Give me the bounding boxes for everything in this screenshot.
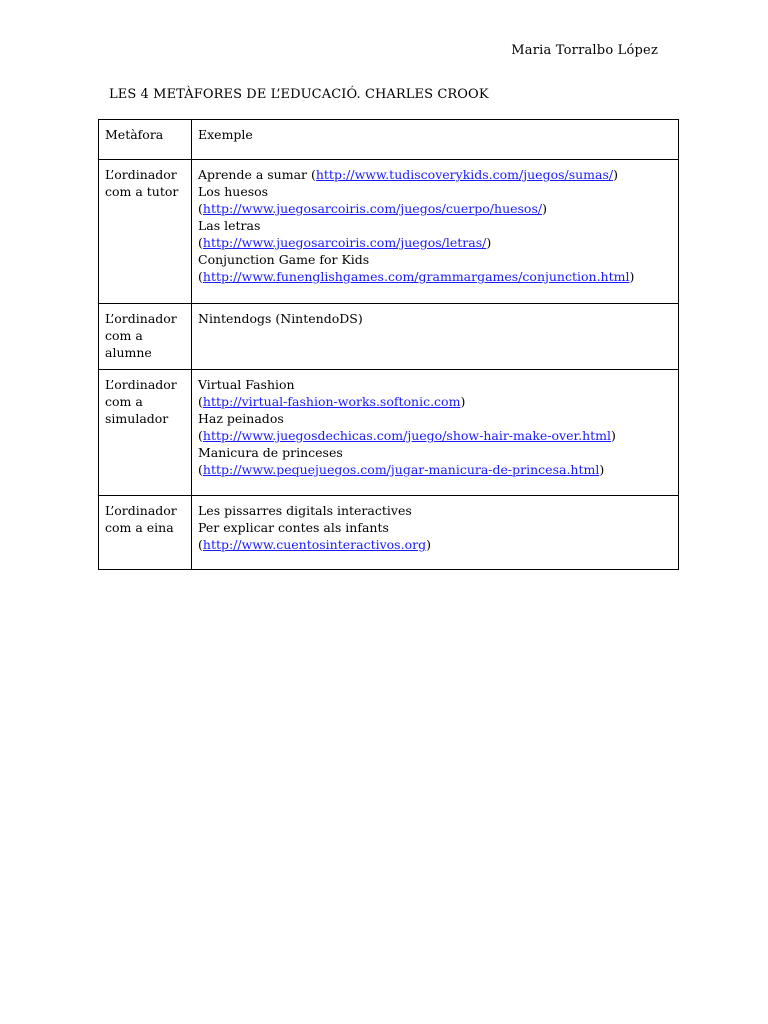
example-line — [198, 217, 672, 234]
example-line — [198, 393, 672, 410]
example-link[interactable]: http://www.pequejuegos.com/jugar-manicura-de-princesa.html — [202, 462, 600, 477]
metafora-label-line: com a tutor — [105, 184, 179, 199]
metafora-label-line: simulador — [105, 411, 169, 426]
metafora-cell — [99, 496, 192, 570]
example-link[interactable]: http://www.funenglishgames.com/grammargames/conjunction.html — [202, 269, 630, 284]
author-name: Maria Torralbo López — [511, 43, 658, 58]
metafora-label-line: alumne — [105, 345, 152, 360]
metafora-cell — [99, 160, 192, 304]
example-line — [198, 234, 672, 251]
example-text: ( — [198, 428, 203, 443]
header-metafora: Metàfora — [99, 120, 192, 160]
table-row — [99, 496, 679, 570]
example-text: ( — [198, 235, 203, 250]
example-text: ) — [542, 201, 547, 216]
example-line — [198, 410, 672, 427]
example-text: ) — [460, 394, 466, 409]
example-link[interactable]: http://virtual-fashion-works.softonic.com — [202, 394, 461, 409]
example-text: ( — [198, 462, 203, 477]
example-text: Haz peinados — [198, 411, 284, 426]
example-text: ) — [629, 269, 635, 284]
metafora-label-line: com a — [105, 394, 143, 409]
example-text: Los huesos — [198, 184, 269, 199]
metafora-label-line: L’ordinador — [105, 167, 177, 182]
metafora-label-line: L’ordinador — [105, 503, 177, 518]
example-link[interactable]: http://www.tudiscoverykids.com/juegos/sumas/ — [315, 167, 614, 182]
metafora-cell — [99, 304, 192, 370]
metafora-label-line: com a — [105, 328, 143, 343]
example-line — [198, 427, 672, 444]
example-link[interactable]: http://www.cuentosinteractivos.org — [202, 537, 427, 552]
example-line — [198, 200, 672, 217]
example-text: Virtual Fashion — [198, 377, 295, 392]
example-line — [198, 536, 672, 553]
table-row — [99, 304, 679, 370]
table-header-row — [99, 120, 679, 160]
example-cell — [192, 496, 679, 570]
metafora-cell — [99, 370, 192, 496]
example-line — [198, 251, 672, 268]
example-line — [198, 166, 672, 183]
example-text: ) — [611, 428, 616, 443]
example-text: ( — [198, 394, 203, 409]
example-cell — [192, 370, 679, 496]
example-link[interactable]: http://www.juegosdechicas.com/juego/show-hair-make-over.html — [202, 428, 612, 443]
example-text: Les pissarres digitals interactives — [198, 503, 412, 518]
example-text: ) — [426, 537, 431, 552]
example-line — [198, 376, 672, 393]
example-text: Per explicar contes als infants — [198, 520, 389, 535]
example-text: Las letras — [198, 218, 261, 233]
example-line — [198, 268, 672, 285]
example-line — [198, 310, 672, 327]
example-cell — [192, 160, 679, 304]
example-line — [198, 461, 672, 478]
example-text: Nintendogs (NintendoDS) — [198, 311, 363, 326]
example-text: ( — [198, 537, 203, 552]
example-link[interactable]: http://www.juegosarcoiris.com/juegos/cuerpo/huesos/ — [202, 201, 543, 216]
table-row — [99, 160, 679, 304]
example-text: Manicura de princeses — [198, 445, 343, 460]
header-exemple: Exemple — [192, 120, 679, 160]
table-row — [99, 370, 679, 496]
example-text: ) — [613, 167, 619, 182]
example-line — [198, 444, 672, 461]
example-line — [198, 519, 672, 536]
example-line — [198, 183, 672, 200]
example-text: ( — [198, 201, 203, 216]
document-title: LES 4 METÀFORES DE L’EDUCACIÓ. CHARLES CROOK — [109, 87, 489, 102]
metaphors-table — [98, 119, 679, 570]
example-cell — [192, 304, 679, 370]
example-text: Aprende a sumar ( — [198, 167, 316, 182]
example-link[interactable]: http://www.juegosarcoiris.com/juegos/letras/ — [202, 235, 487, 250]
example-text: ( — [198, 269, 203, 284]
metafora-label-line: com a eina — [105, 520, 174, 535]
metafora-label-line: L’ordinador — [105, 377, 177, 392]
example-text: ) — [599, 462, 605, 477]
example-line — [198, 502, 672, 519]
metafora-label-line: L’ordinador — [105, 311, 177, 326]
example-text: Conjunction Game for Kids — [198, 252, 370, 267]
example-text: ) — [486, 235, 492, 250]
